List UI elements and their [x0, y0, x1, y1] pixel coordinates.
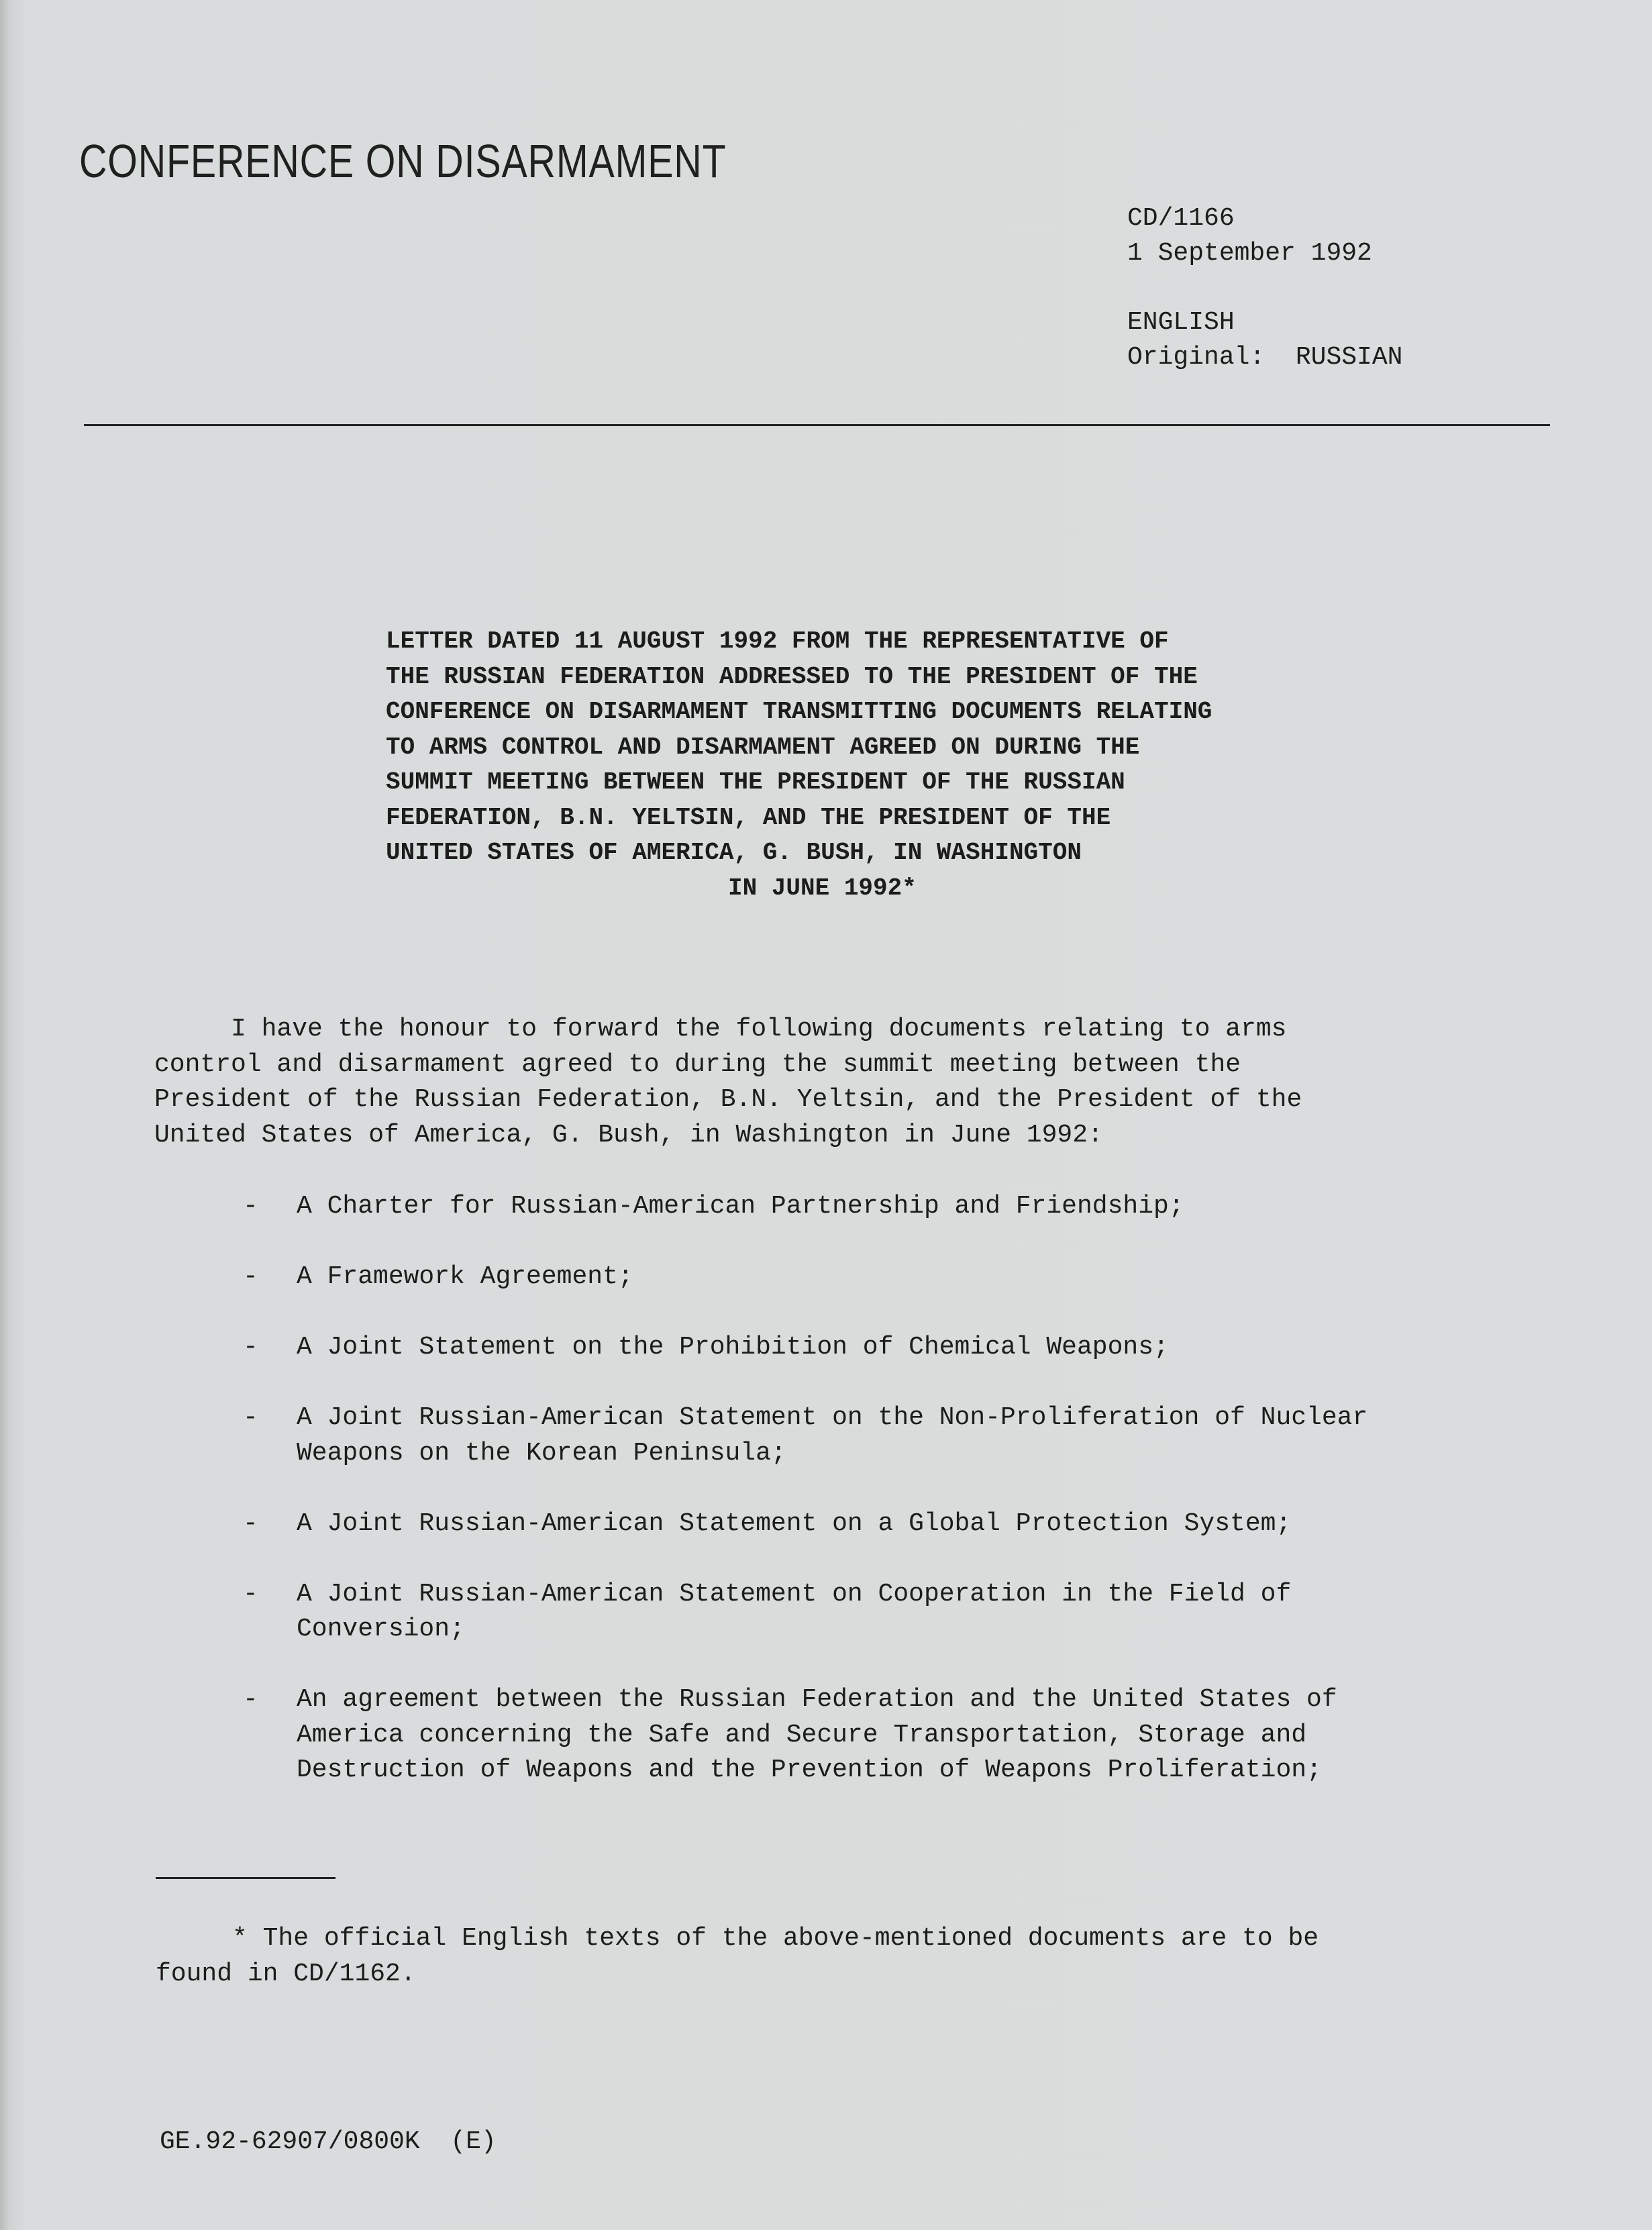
- list-item: [243, 1260, 1585, 1295]
- original-label: Original:: [1127, 343, 1266, 372]
- title-line: CONFERENCE ON DISARMAMENT TRANSMITTING DOCUMENTS RELATING: [386, 698, 1212, 725]
- document-symbol: CD/1166: [1127, 204, 1235, 233]
- letter-title: [386, 624, 1433, 906]
- title-line: LETTER DATED 11 AUGUST 1992 FROM THE REPRESENTATIVE OF: [386, 627, 1169, 655]
- list-item-text: An agreement between the Russian Federation and the United States of America concerning the Safe and Secure Transportation, Storage and Destruction of Weapons and the Prevention of Weapons Proliferation;: [297, 1685, 1337, 1784]
- language-block: [1127, 305, 1402, 375]
- list-dash: -: [243, 1333, 258, 1362]
- title-line-last: IN JUNE 1992*: [728, 874, 917, 902]
- intro-line: control and disarmament agreed to during the summit meeting between the: [154, 1050, 1241, 1079]
- organization-title: CONFERENCE ON DISARMAMENT: [79, 135, 727, 187]
- document-symbol-block: [1127, 201, 1372, 271]
- list-item-text: A Joint Russian-American Statement on a Global Protection System;: [297, 1509, 1292, 1538]
- list-dash: -: [243, 1579, 258, 1609]
- title-line: FEDERATION, B.N. YELTSIN, AND THE PRESIDENT OF THE: [386, 803, 1111, 831]
- footnote: * The official English texts of the above-mentioned documents are to be found in CD/1162.: [156, 1924, 1319, 1988]
- list-item: [243, 1330, 1585, 1366]
- list-item-text: A Joint Statement on the Prohibition of Chemical Weapons;: [297, 1333, 1169, 1362]
- document-date: 1 September 1992: [1127, 239, 1372, 268]
- header-rule: [84, 424, 1550, 426]
- list-dash: -: [243, 1509, 258, 1538]
- original-language: RUSSIAN: [1295, 343, 1403, 372]
- title-line: SUMMIT MEETING BETWEEN THE PRESIDENT OF THE RUSSIAN: [386, 768, 1125, 796]
- document-reference: GE.92-62907/0800K (E): [160, 2127, 497, 2156]
- list-item-text: A Charter for Russian-American Partnership and Friendship;: [297, 1192, 1184, 1221]
- list-item-text: A Framework Agreement;: [297, 1262, 633, 1291]
- list-item-text: A Joint Russian-American Statement on the Non-Proliferation of Nuclear Weapons on the Korean Peninsula;: [297, 1403, 1368, 1468]
- document-language: ENGLISH: [1127, 308, 1235, 337]
- list-item: [243, 1507, 1585, 1542]
- list-dash: -: [243, 1192, 258, 1221]
- list-item-text: A Joint Russian-American Statement on Cooperation in the Field of Conversion;: [297, 1579, 1292, 1643]
- list-item: [243, 1189, 1585, 1225]
- list-dash: -: [243, 1403, 258, 1432]
- title-line: THE RUSSIAN FEDERATION ADDRESSED TO THE PRESIDENT OF THE: [386, 662, 1198, 691]
- list-item: [243, 1682, 1585, 1788]
- intro-line: President of the Russian Federation, B.N. Yeltsin, and the President of the: [154, 1085, 1302, 1114]
- list-dash: -: [243, 1685, 258, 1714]
- list-item: [243, 1577, 1585, 1648]
- intro-line: United States of America, G. Bush, in Washington in June 1992:: [154, 1120, 1103, 1150]
- footnote-rule: [156, 1877, 335, 1879]
- list-item: [243, 1401, 1585, 1471]
- title-line: UNITED STATES OF AMERICA, G. BUSH, IN WASHINGTON: [386, 839, 1082, 866]
- title-line: TO ARMS CONTROL AND DISARMAMENT AGREED ON DURING THE: [386, 733, 1140, 761]
- intro-line: I have the honour to forward the following documents relating to arms: [154, 1015, 1287, 1044]
- intro-paragraph: [154, 1012, 1577, 1153]
- document-list: [243, 1189, 1585, 1823]
- list-dash: -: [243, 1262, 258, 1291]
